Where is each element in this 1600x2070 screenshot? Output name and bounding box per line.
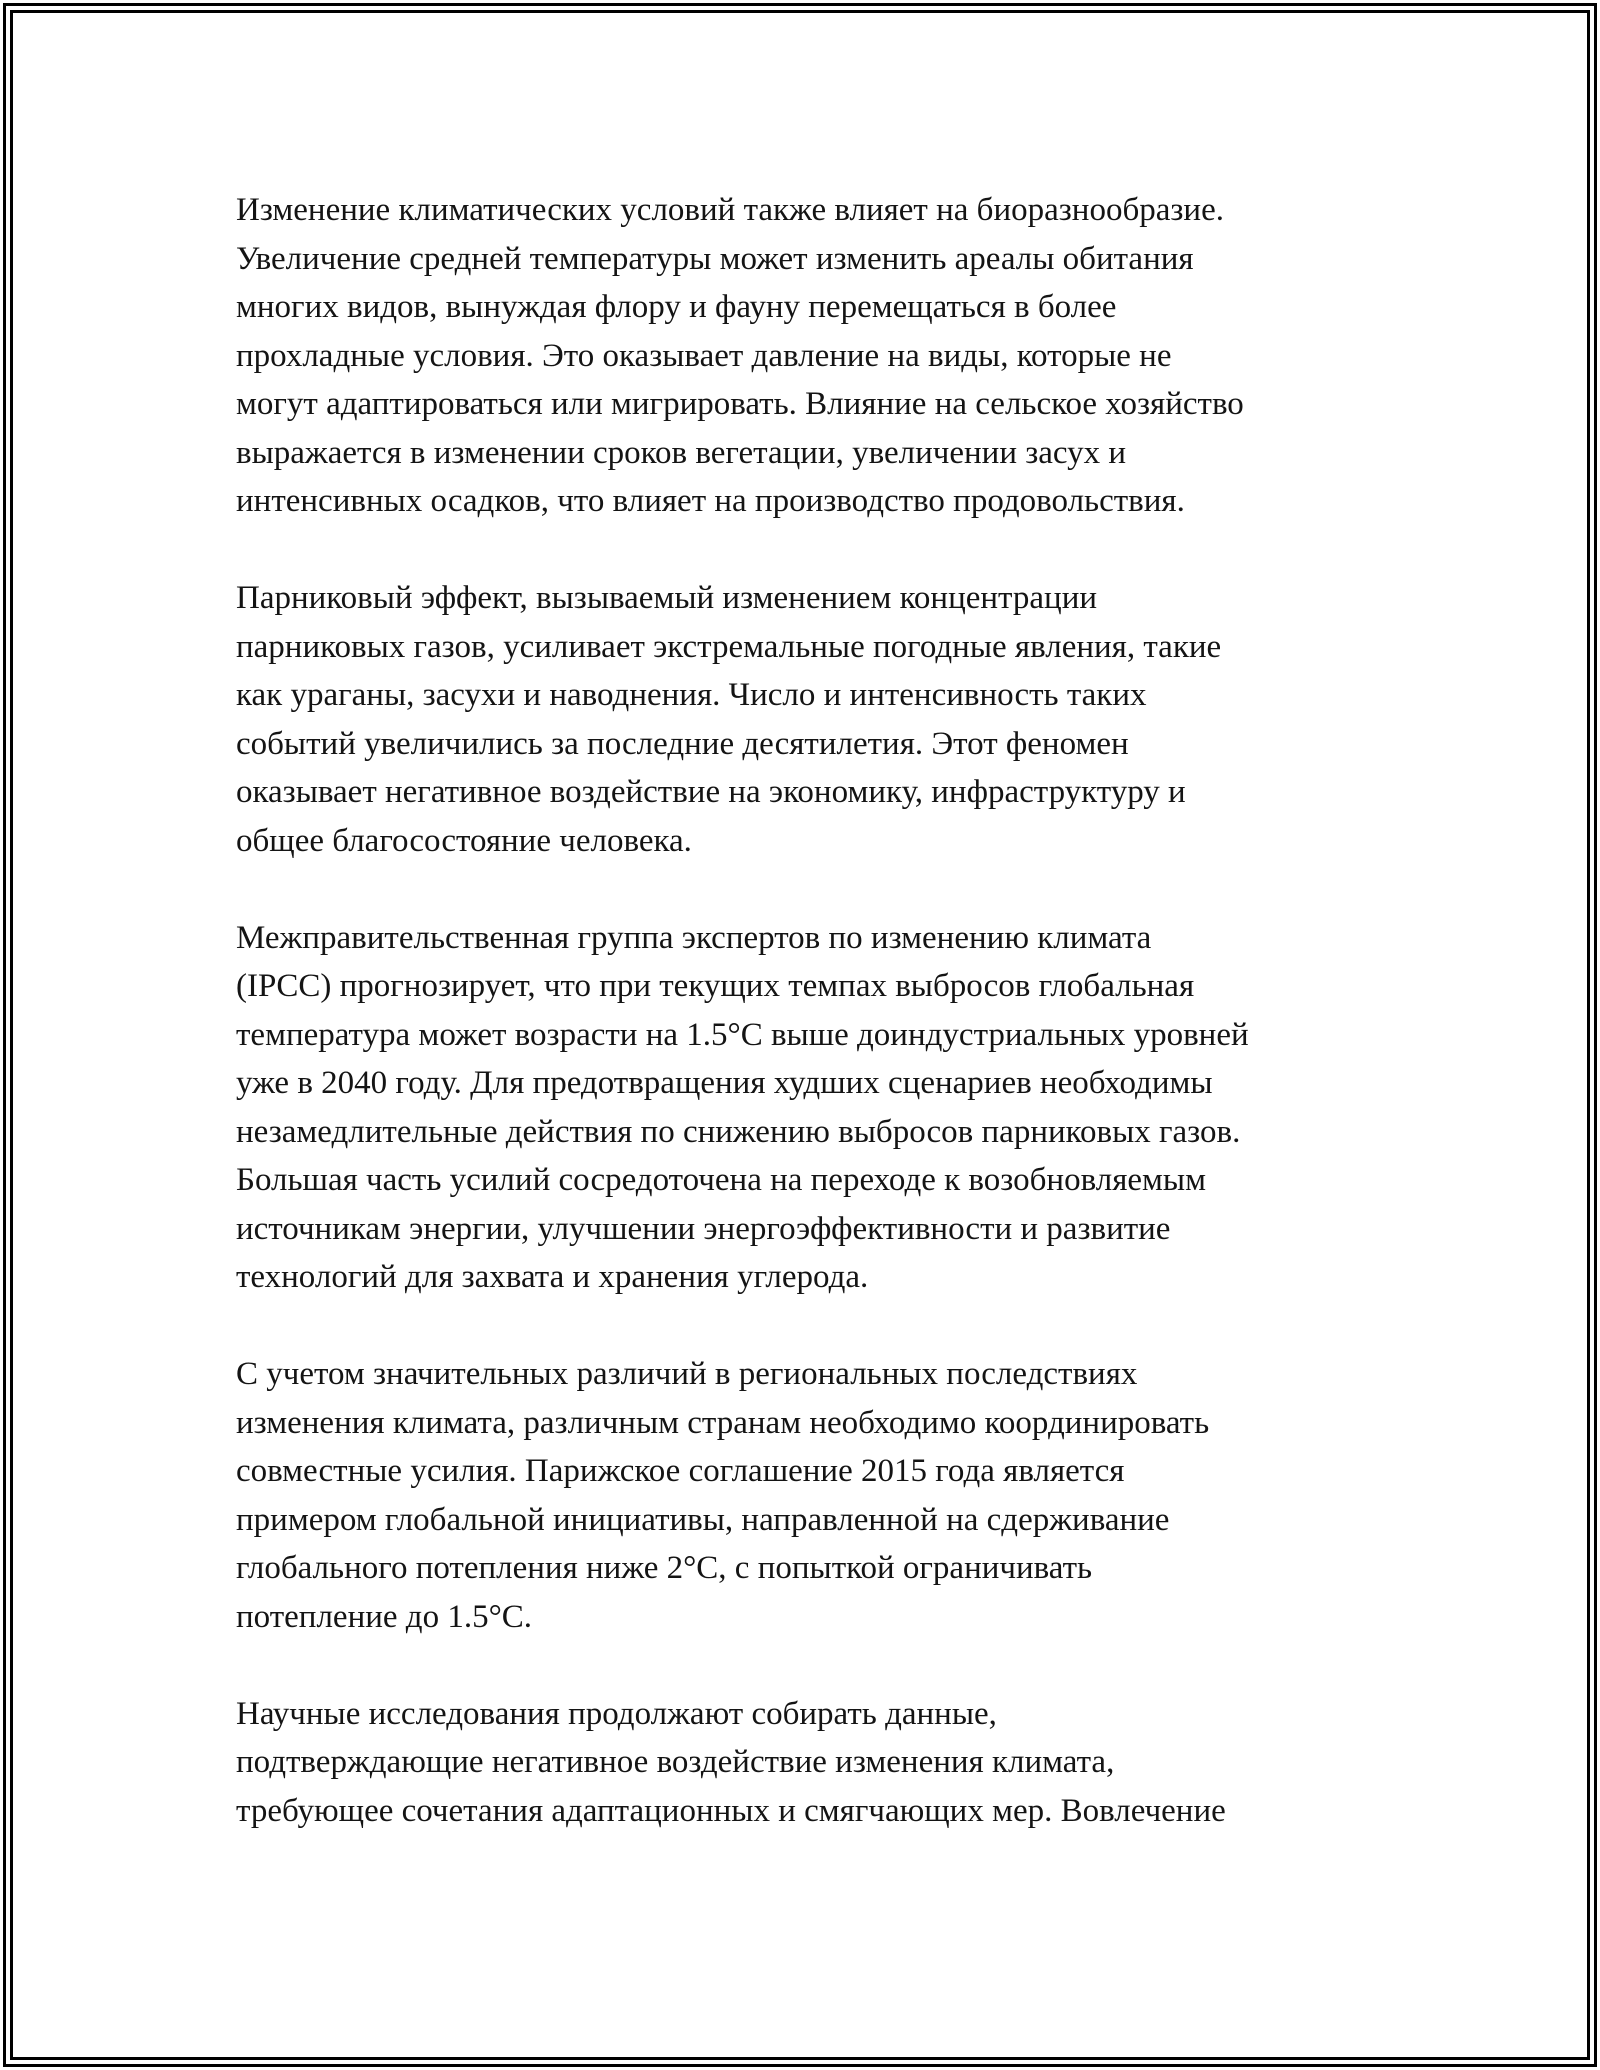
text-line: источникам энергии, улучшении энергоэффективности и развитие <box>236 1210 1171 1247</box>
text-line: глобального потепления ниже 2°C, с попыткой ограничивать <box>236 1550 1093 1586</box>
paragraph-research <box>236 1690 1386 1836</box>
text-line: изменения климата, различным странам необходимо координировать <box>236 1404 1210 1441</box>
text-line: незамедлительные действия по снижению выбросов парниковых газов. <box>236 1113 1241 1150</box>
text-line: Изменение климатических условий также влияет на биоразнообразие. <box>236 192 1224 228</box>
text-line: требующее сочетания адаптационных и смягчающих мер. Вовлечение <box>236 1792 1226 1829</box>
text-line: Большая часть усилий сосредоточена на переходе к возобновляемым <box>236 1162 1206 1198</box>
paragraph-greenhouse-effect <box>236 574 1386 865</box>
text-line: интенсивных осадков, что влияет на производство продовольствия. <box>236 483 1185 519</box>
text-line: Межправительственная группа экспертов по изменению климата <box>236 919 1152 956</box>
text-line: прохладные условия. Это оказывает давление на виды, которые не <box>236 337 1172 374</box>
text-line: общее благосостояние человека. <box>236 822 692 859</box>
paragraph-paris-agreement <box>236 1350 1386 1641</box>
text-line: технологий для захвата и хранения углерода. <box>236 1259 869 1295</box>
text-line: подтверждающие негативное воздействие изменения климата, <box>236 1744 1115 1780</box>
text-line: могут адаптироваться или мигрировать. Влияние на сельское хозяйство <box>236 386 1244 422</box>
text-line: событий увеличились за последние десятилетия. Этот феномен <box>236 725 1129 762</box>
text-line: температура может возрасти на 1.5°C выше доиндустриальных уровней <box>236 1016 1249 1053</box>
text-line: Увеличение средней температуры может изменить ареалы обитания <box>236 240 1194 277</box>
text-line: парниковых газов, усиливает экстремальные погодные явления, такие <box>236 628 1222 665</box>
text-line: оказывает негативное воздействие на экономику, инфраструктуру и <box>236 774 1186 810</box>
text-line: Научные исследования продолжают собирать данные, <box>236 1695 997 1732</box>
text-line: многих видов, вынуждая флору и фауну перемещаться в более <box>236 289 1117 325</box>
text-line: потепление до 1.5°C. <box>236 1598 533 1635</box>
text-line: уже в 2040 году. Для предотвращения худших сценариев необходимы <box>236 1065 1213 1101</box>
text-line: (IPCC) прогнозирует, что при текущих темпах выбросов глобальная <box>236 968 1195 1004</box>
text-line: как ураганы, засухи и наводнения. Число и интенсивность таких <box>236 677 1147 713</box>
document-body <box>236 186 1386 1884</box>
text-line: Парниковый эффект, вызываемый изменением концентрации <box>236 580 1098 616</box>
text-line: примером глобальной инициативы, направленной на сдерживание <box>236 1501 1170 1538</box>
text-line: выражается в изменении сроков вегетации, увеличении засух и <box>236 434 1127 471</box>
paragraph-ipcc <box>236 914 1386 1302</box>
text-line: С учетом значительных различий в региональных последствиях <box>236 1356 1138 1392</box>
text-line: совместные усилия. Парижское соглашение 2015 года является <box>236 1453 1125 1489</box>
paragraph-biodiversity <box>236 186 1386 526</box>
